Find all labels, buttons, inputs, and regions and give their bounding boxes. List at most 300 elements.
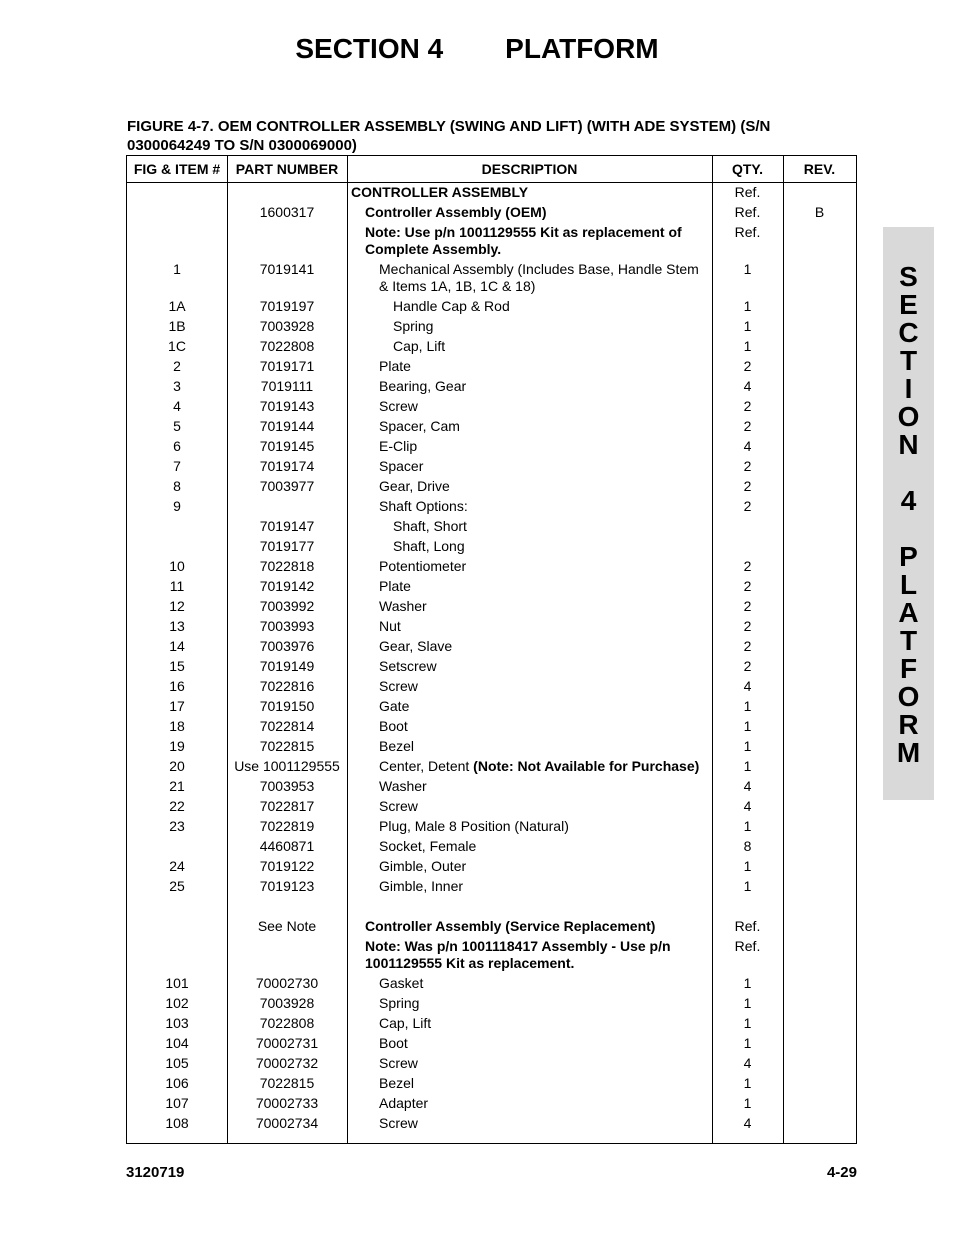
description-cell [347, 918, 712, 935]
description-text: Cap, Lift [393, 338, 446, 354]
rev-cell [783, 678, 856, 695]
description-cell [347, 418, 712, 435]
item-cell: 25 [169, 878, 185, 894]
rev-cell [783, 558, 856, 575]
description-text: Bezel [379, 1075, 415, 1091]
part-number-cell: 7019142 [259, 578, 315, 594]
part-number-cell: 70002730 [255, 975, 319, 991]
description-text: Gate [379, 698, 410, 714]
side-tab-letter: S [899, 261, 918, 292]
part-number-cell: 7022816 [259, 678, 315, 694]
description-text: Adapter [379, 1095, 429, 1111]
table-row [127, 717, 856, 737]
part-number-cell: 7019177 [259, 538, 315, 554]
table-row [127, 1074, 856, 1094]
table-row [127, 1014, 856, 1034]
description-cell [347, 878, 712, 895]
side-tab-letter: E [899, 289, 918, 320]
table-row [127, 597, 856, 617]
description-cell [347, 318, 712, 335]
description-text: Note: Was p/n 1001118417 Assembly - Use p/n 1001129555 Kit as replacement. [365, 938, 671, 971]
part-number-cell [227, 224, 347, 258]
rev-cell [783, 918, 856, 935]
rev-cell [783, 975, 856, 992]
page-number: 4-29 [826, 1164, 857, 1181]
description-text: Screw [379, 1115, 418, 1131]
description-cell [347, 298, 712, 315]
item-cell: 15 [169, 658, 185, 674]
side-tab-letter: R [898, 709, 919, 740]
description-text: Socket, Female [379, 838, 477, 854]
qty-cell: 1 [743, 1035, 752, 1051]
section-side-tab [883, 227, 934, 800]
side-tab-letter: O [897, 401, 920, 432]
part-number-cell: 7022808 [259, 1015, 315, 1031]
description-text: Gasket [379, 975, 424, 991]
table-row [127, 203, 856, 223]
qty-cell: 4 [743, 778, 752, 794]
part-number-cell: 7019145 [259, 438, 315, 454]
item-cell: 8 [173, 478, 181, 494]
part-number-cell: 7003992 [259, 598, 315, 614]
document-number: 3120719 [126, 1164, 185, 1181]
page-header [0, 33, 954, 65]
description-text: Gimble, Inner [379, 878, 464, 894]
item-cell [127, 518, 227, 535]
description-text: Screw [379, 678, 418, 694]
side-tab-letter: T [899, 625, 918, 656]
qty-cell: 4 [743, 798, 752, 814]
rev-cell [783, 478, 856, 495]
table-row [127, 497, 856, 517]
table-row [127, 697, 856, 717]
part-number-cell: 7003928 [259, 995, 315, 1011]
table-row [127, 577, 856, 597]
qty-cell: 4 [743, 1115, 752, 1131]
item-cell: 5 [173, 418, 181, 434]
part-number-cell: 7019174 [259, 458, 315, 474]
table-row [127, 657, 856, 677]
qty-cell: Ref. [734, 938, 761, 954]
description-text: Plate [379, 578, 411, 594]
description-text: Screw [379, 1055, 418, 1071]
description-note: (Note: Not Available for Purchase) [469, 758, 700, 774]
item-cell: 4 [173, 398, 181, 414]
side-tab-letter: M [896, 737, 921, 768]
part-number-cell: 7003977 [259, 478, 315, 494]
table-row [127, 637, 856, 657]
item-cell: 107 [165, 1095, 189, 1111]
column-header-qty: QTY. [731, 161, 764, 177]
rev-cell [783, 658, 856, 675]
description-text: Setscrew [379, 658, 437, 674]
item-cell: 3 [173, 378, 181, 394]
rev-cell [783, 578, 856, 595]
description-text: Screw [379, 798, 418, 814]
description-text: Spacer [379, 458, 424, 474]
description-cell [347, 658, 712, 675]
description-cell [347, 538, 712, 555]
rev-cell [783, 878, 856, 895]
rev-cell [783, 598, 856, 615]
description-text: CONTROLLER ASSEMBLY [351, 184, 529, 200]
part-number-cell [227, 938, 347, 972]
rev-cell [783, 838, 856, 855]
part-number-cell [227, 184, 347, 201]
rev-cell [783, 758, 856, 775]
rev-cell [783, 338, 856, 355]
column-header-rev: REV. [803, 161, 836, 177]
part-number-cell: 7019147 [259, 518, 315, 534]
description-cell [347, 938, 712, 972]
description-cell [347, 638, 712, 655]
table-row [127, 974, 856, 994]
description-text: Plug, Male 8 Position (Natural) [379, 818, 569, 834]
part-number-cell: 7003953 [259, 778, 315, 794]
qty-cell: 1 [743, 738, 752, 754]
qty-cell: 1 [743, 698, 752, 714]
part-number-cell: 7019150 [259, 698, 315, 714]
part-number-cell: 7003976 [259, 638, 315, 654]
column-header-part-number: PART NUMBER [235, 161, 339, 177]
description-cell [347, 618, 712, 635]
table-row [127, 317, 856, 337]
part-number-cell: 7019149 [259, 658, 315, 674]
description-text: Boot [379, 718, 408, 734]
table-row [127, 817, 856, 837]
rev-cell [783, 1075, 856, 1092]
description-cell [347, 358, 712, 375]
table-row [127, 737, 856, 757]
item-cell: 103 [165, 1015, 189, 1031]
item-cell: 108 [165, 1115, 189, 1131]
description-cell [347, 478, 712, 495]
parts-table [126, 155, 857, 1144]
qty-cell [712, 518, 783, 535]
qty-cell: 1 [743, 718, 752, 734]
side-tab-letter: I [904, 373, 913, 404]
item-cell [127, 918, 227, 935]
column-header-description: DESCRIPTION [481, 161, 578, 177]
qty-cell: 1 [743, 995, 752, 1011]
rev-cell [783, 261, 856, 295]
description-cell [347, 398, 712, 415]
rev-cell [783, 1055, 856, 1072]
qty-cell: 4 [743, 678, 752, 694]
qty-cell: 1 [743, 338, 752, 354]
qty-cell: Ref. [734, 184, 761, 200]
rev-cell [783, 618, 856, 635]
side-tab-letter: L [899, 569, 918, 600]
rev-cell [783, 458, 856, 475]
qty-cell: 1 [743, 1015, 752, 1031]
side-tab-letter: C [898, 317, 919, 348]
side-tab-letter: A [898, 597, 919, 628]
part-number-cell: See Note [257, 918, 317, 934]
side-tab-letter: P [899, 541, 918, 572]
table-row [127, 517, 856, 537]
column-header-item: FIG & ITEM # [133, 161, 221, 177]
description-text: Screw [379, 398, 418, 414]
description-text: Spacer, Cam [379, 418, 460, 434]
item-cell: 11 [169, 578, 185, 594]
description-cell [347, 1115, 712, 1132]
part-number-cell: 4460871 [259, 838, 315, 854]
rev-cell [783, 538, 856, 555]
item-cell: 19 [169, 738, 185, 754]
item-cell [127, 184, 227, 201]
item-cell: 104 [165, 1035, 189, 1051]
qty-cell: 2 [743, 618, 752, 634]
qty-cell: 8 [743, 838, 752, 854]
part-number-cell: 7019197 [259, 298, 315, 314]
description-text: Shaft, Short [393, 518, 467, 534]
description-text: Gimble, Outer [379, 858, 467, 874]
table-row [127, 260, 856, 297]
item-cell: 9 [173, 498, 181, 514]
table-row [127, 1114, 856, 1134]
description-text: Spring [379, 995, 420, 1011]
part-number-cell: 70002733 [255, 1095, 319, 1111]
qty-cell: 2 [743, 558, 752, 574]
rev-cell [783, 738, 856, 755]
item-cell: 16 [169, 678, 185, 694]
rev-cell [783, 398, 856, 415]
description-cell [347, 858, 712, 875]
part-number-cell: 7022815 [259, 1075, 315, 1091]
description-cell [347, 518, 712, 535]
qty-cell: 1 [743, 1075, 752, 1091]
description-cell [347, 718, 712, 735]
part-number-cell: 7019123 [259, 878, 315, 894]
description-text: Center, Detent [379, 758, 470, 774]
table-row [127, 837, 856, 857]
item-cell: 106 [165, 1075, 189, 1091]
item-cell: 1A [168, 298, 186, 314]
qty-cell: 1 [743, 818, 752, 834]
section-title: PLATFORM [505, 33, 659, 64]
qty-cell: 2 [743, 398, 752, 414]
description-cell [347, 678, 712, 695]
description-text: E-Clip [379, 438, 418, 454]
part-number-cell: 7003993 [259, 618, 315, 634]
item-cell: 7 [173, 458, 181, 474]
part-number-cell: 7022814 [259, 718, 315, 734]
description-cell [347, 578, 712, 595]
description-cell [347, 738, 712, 755]
qty-cell [712, 538, 783, 555]
rev-cell [783, 358, 856, 375]
part-number-cell: 7022819 [259, 818, 315, 834]
description-cell [347, 261, 712, 295]
item-cell: 102 [165, 995, 189, 1011]
qty-cell: Ref. [734, 224, 761, 240]
table-row [127, 617, 856, 637]
table-row [127, 457, 856, 477]
description-cell [347, 224, 712, 258]
description-text: Mechanical Assembly (Includes Base, Handle Stem & Items 1A, 1B, 1C & 18) [379, 261, 699, 294]
description-text: Controller Assembly (Service Replacement) [365, 918, 656, 934]
item-cell: 14 [169, 638, 185, 654]
qty-cell: 2 [743, 658, 752, 674]
item-cell: 6 [173, 438, 181, 454]
item-cell [127, 538, 227, 555]
rev-cell [783, 498, 856, 515]
table-row [127, 417, 856, 437]
table-row [127, 397, 856, 417]
section-label: SECTION 4 [295, 33, 444, 64]
item-cell: 1C [168, 338, 186, 354]
table-row [127, 677, 856, 697]
item-cell: 20 [169, 758, 185, 774]
description-text: Boot [379, 1035, 408, 1051]
description-text: Bearing, Gear [379, 378, 467, 394]
qty-cell: 2 [743, 578, 752, 594]
item-cell: 105 [165, 1055, 189, 1071]
description-text: Handle Cap & Rod [393, 298, 510, 314]
item-cell: 24 [169, 858, 185, 874]
part-number-cell: 7022818 [259, 558, 315, 574]
description-text: Plate [379, 358, 411, 374]
figure-title: FIGURE 4-7. OEM CONTROLLER ASSEMBLY (SWING AND LIFT) (WITH ADE SYSTEM) (S/N 0300064249 TO S/N 0300069000) [127, 118, 771, 154]
qty-cell: 1 [743, 878, 752, 894]
description-cell [347, 338, 712, 355]
description-cell [347, 184, 712, 201]
part-number-cell: 7019144 [259, 418, 315, 434]
part-number-cell: 1600317 [259, 204, 315, 220]
item-cell [127, 938, 227, 972]
rev-cell [783, 318, 856, 335]
rev-cell [783, 938, 856, 972]
qty-cell: 4 [743, 438, 752, 454]
description-text: Washer [379, 598, 427, 614]
qty-cell: 2 [743, 418, 752, 434]
rev-cell [783, 518, 856, 535]
description-text: Gear, Drive [379, 478, 450, 494]
item-cell: 18 [169, 718, 185, 734]
description-cell [347, 598, 712, 615]
qty-cell: 1 [743, 261, 752, 277]
description-cell [347, 1095, 712, 1112]
rev-cell [783, 418, 856, 435]
item-cell: 1 [173, 261, 181, 277]
rev-cell [783, 298, 856, 315]
item-cell [127, 224, 227, 258]
table-row [127, 477, 856, 497]
table-row [127, 297, 856, 317]
rev-cell [783, 184, 856, 201]
description-cell [347, 458, 712, 475]
description-text: Bezel [379, 738, 415, 754]
part-number-cell: 7019111 [260, 378, 314, 394]
description-text: Gear, Slave [379, 638, 453, 654]
side-tab-letter: F [899, 653, 918, 684]
qty-cell: 1 [743, 858, 752, 874]
table-row [127, 757, 856, 777]
qty-cell: 1 [743, 758, 752, 774]
part-number-cell: 7003928 [259, 318, 315, 334]
rev-cell [783, 224, 856, 258]
qty-cell: Ref. [734, 918, 761, 934]
part-number-cell: 7019141 [259, 261, 315, 277]
rev-cell [783, 1035, 856, 1052]
description-text: Controller Assembly (OEM) [365, 204, 547, 220]
rev-cell [783, 1095, 856, 1112]
table-row [127, 1054, 856, 1074]
table-row [127, 777, 856, 797]
description-text: Shaft, Long [393, 538, 465, 554]
description-text: Washer [379, 778, 427, 794]
rev-cell: B [814, 204, 825, 220]
rev-cell [783, 1115, 856, 1132]
item-cell: 2 [173, 358, 181, 374]
qty-cell: 2 [743, 458, 752, 474]
rev-cell [783, 378, 856, 395]
table-row [127, 937, 856, 974]
side-tab-letter: 4 [900, 485, 917, 516]
item-cell: 10 [169, 558, 185, 574]
item-cell: 17 [169, 698, 185, 714]
description-text: Note: Use p/n 1001129555 Kit as replacement of Complete Assembly. [365, 224, 682, 257]
qty-cell: 1 [743, 298, 752, 314]
description-text: Spring [393, 318, 434, 334]
item-cell: 21 [169, 778, 185, 794]
description-cell [347, 438, 712, 455]
description-cell [347, 1035, 712, 1052]
item-cell: 23 [169, 818, 185, 834]
table-row [127, 1034, 856, 1054]
description-cell [347, 778, 712, 795]
description-cell [347, 558, 712, 575]
table-body [127, 183, 856, 1134]
description-cell [347, 1055, 712, 1072]
table-row [127, 377, 856, 397]
part-number-cell: 70002731 [255, 1035, 319, 1051]
qty-cell: 2 [743, 598, 752, 614]
qty-cell: Ref. [734, 204, 761, 220]
table-row [127, 437, 856, 457]
description-cell [347, 995, 712, 1012]
part-number-cell: 7022808 [259, 338, 315, 354]
qty-cell: 4 [743, 1055, 752, 1071]
qty-cell: 1 [743, 318, 752, 334]
part-number-cell [227, 498, 347, 515]
item-cell: 22 [169, 798, 185, 814]
part-number-cell: 7022817 [259, 798, 315, 814]
qty-cell: 2 [743, 638, 752, 654]
rev-cell [783, 798, 856, 815]
description-cell [347, 204, 712, 221]
rev-cell [783, 698, 856, 715]
rev-cell [783, 778, 856, 795]
row-spacer [127, 897, 856, 917]
side-tab-letter: O [897, 681, 920, 712]
rev-cell [783, 638, 856, 655]
description-cell [347, 838, 712, 855]
part-number-cell: 70002734 [255, 1115, 319, 1131]
description-cell [347, 1015, 712, 1032]
qty-cell: 2 [743, 478, 752, 494]
item-cell: 12 [169, 598, 185, 614]
rev-cell [783, 718, 856, 735]
rev-cell [783, 818, 856, 835]
table-row [127, 1094, 856, 1114]
rev-cell [783, 1015, 856, 1032]
part-number-cell: Use 1001129555 [234, 758, 340, 774]
part-number-cell: 7019171 [259, 358, 315, 374]
qty-cell: 4 [743, 378, 752, 394]
rev-cell [783, 438, 856, 455]
